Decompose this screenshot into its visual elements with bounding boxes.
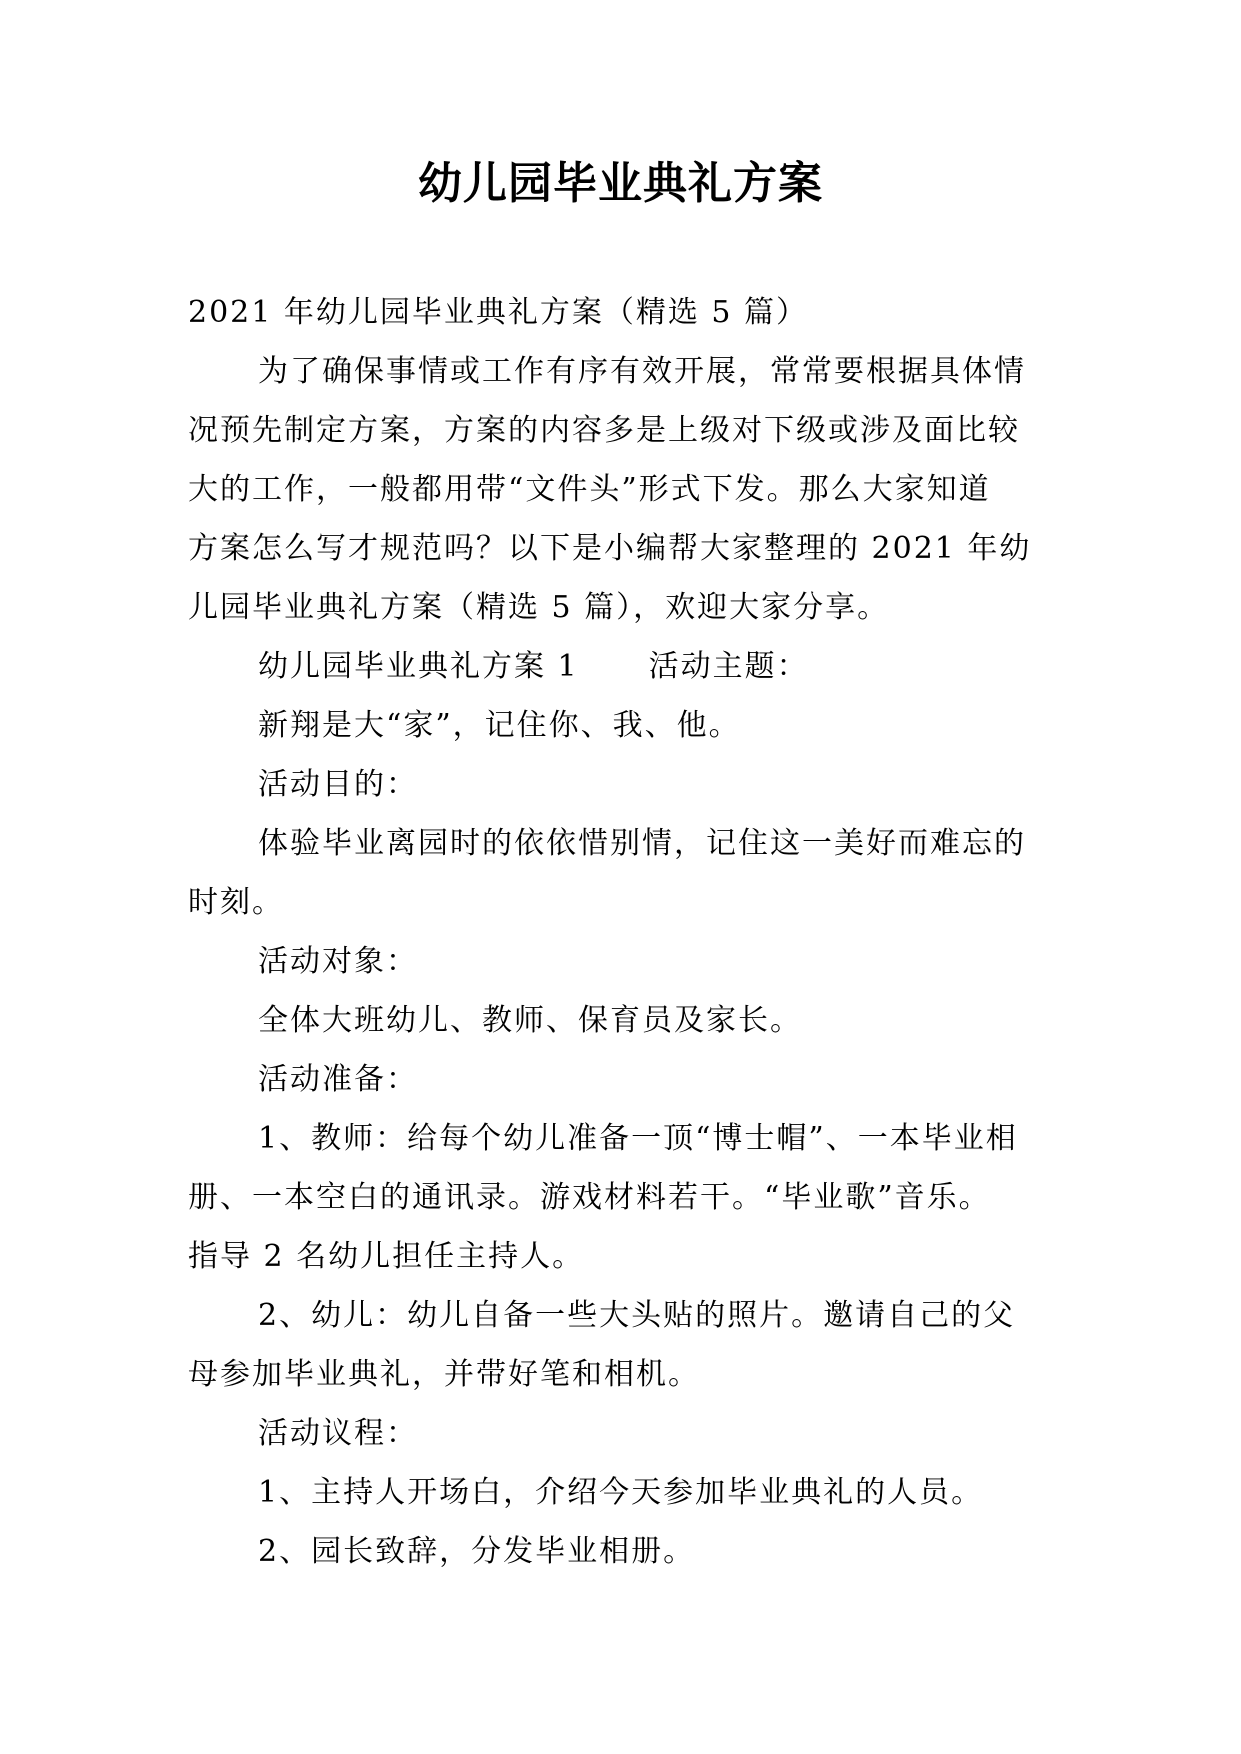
paragraph-line: 母参加毕业典礼，并带好笔和相机。 bbox=[188, 1357, 700, 1392]
paragraph-line: 为了确保事情或工作有序有效开展，常常要根据具体情 bbox=[258, 354, 1026, 389]
paragraph-line: 活动准备： bbox=[258, 1062, 418, 1097]
paragraph-line: 活动议程： bbox=[258, 1416, 418, 1451]
paragraph-line: 大的工作，一般都用带“文件头”形式下发。那么大家知道 bbox=[188, 472, 991, 507]
document-title: 幼儿园毕业典礼方案 bbox=[418, 158, 823, 209]
paragraph-line: 全体大班幼儿、教师、保育员及家长。 bbox=[258, 1003, 802, 1038]
paragraph-line: 2、幼儿：幼儿自备一些大头贴的照片。邀请自己的父 bbox=[258, 1298, 1016, 1333]
paragraph-line: 儿园毕业典礼方案（精选 5 篇），欢迎大家分享。 bbox=[188, 590, 890, 625]
section-heading: 幼儿园毕业典礼方案 1 bbox=[258, 649, 579, 684]
paragraph-line: 活动目的： bbox=[258, 767, 418, 802]
subtitle-line: 2021 年幼儿园毕业典礼方案（精选 5 篇） bbox=[188, 295, 809, 330]
activity-theme-label: 活动主题： bbox=[648, 649, 809, 684]
paragraph-line: 况预先制定方案，方案的内容多是上级对下级或涉及面比较 bbox=[188, 413, 1020, 448]
paragraph-line: 活动对象： bbox=[258, 944, 418, 979]
paragraph-line: 指导 2 名幼儿担任主持人。 bbox=[188, 1239, 585, 1274]
section-heading-line bbox=[188, 637, 1053, 696]
document-body bbox=[188, 283, 1053, 1581]
paragraph-line: 新翔是大“家”，记住你、我、他。 bbox=[258, 708, 741, 743]
paragraph-line: 2、园长致辞，分发毕业相册。 bbox=[258, 1534, 696, 1569]
paragraph-line: 时刻。 bbox=[188, 885, 284, 920]
paragraph-line: 体验毕业离园时的依依惜别情，记住这一美好而难忘的 bbox=[258, 826, 1026, 861]
paragraph-line: 方案怎么写才规范吗？以下是小编帮大家整理的 2021 年幼 bbox=[188, 531, 1032, 566]
paragraph-line: 1、教师：给每个幼儿准备一顶“博士帽”、一本毕业相 bbox=[258, 1121, 1018, 1156]
paragraph-line: 1、主持人开场白，介绍今天参加毕业典礼的人员。 bbox=[258, 1475, 984, 1510]
paragraph-line: 册、一本空白的通讯录。游戏材料若干。“毕业歌”音乐。 bbox=[188, 1180, 991, 1215]
